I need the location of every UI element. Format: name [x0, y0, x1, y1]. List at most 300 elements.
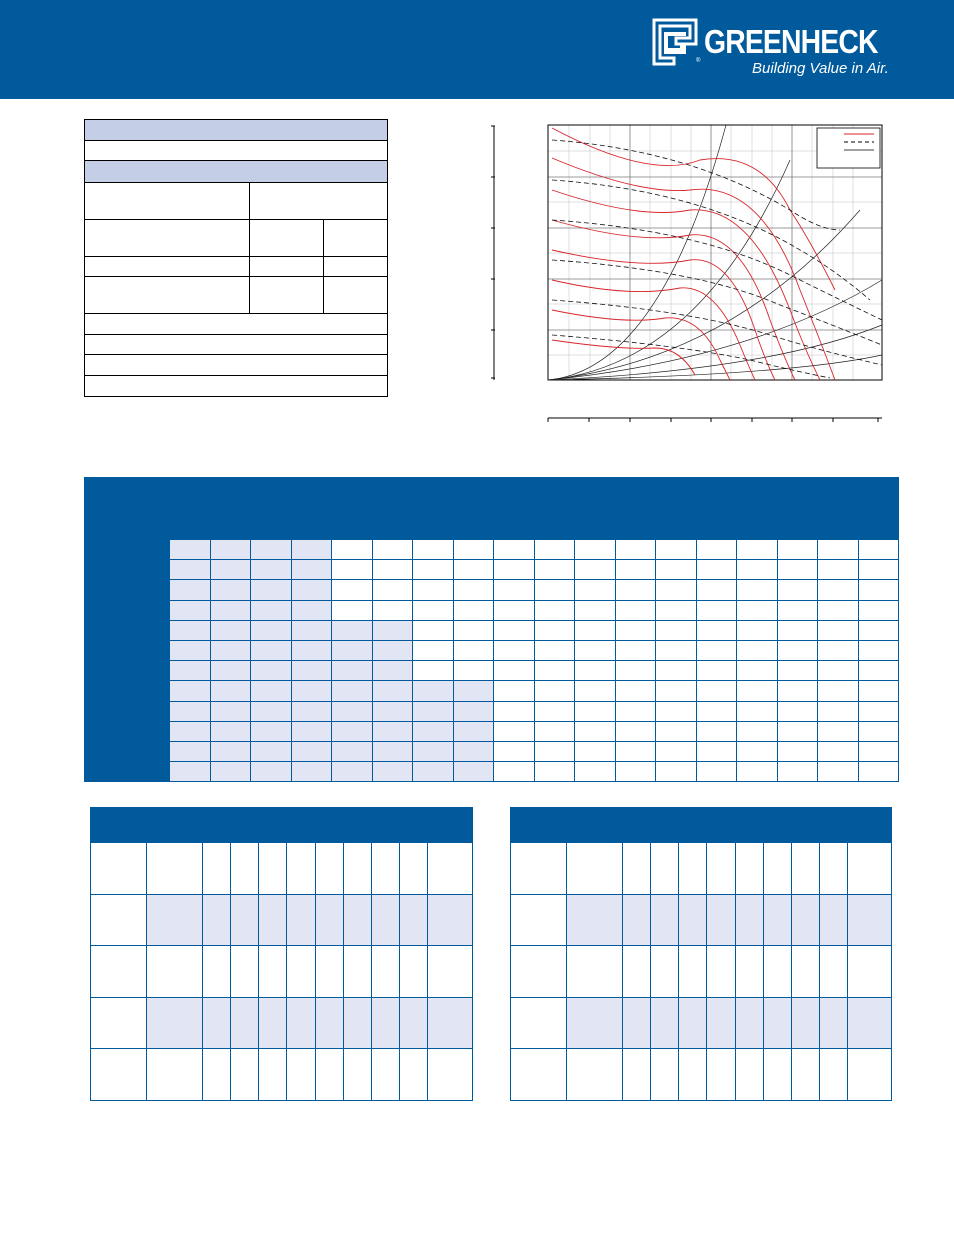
table-cell: [575, 762, 616, 782]
table-cell: [818, 560, 859, 580]
table-cell: [453, 560, 494, 580]
table-header-cell: [763, 825, 791, 843]
table-cell: [818, 721, 859, 741]
table-cell: [858, 620, 899, 640]
table-cell: [656, 540, 697, 560]
table-cell: [170, 620, 211, 640]
table-cell: [679, 894, 707, 946]
table-cell: [413, 701, 454, 721]
table-cell: [453, 640, 494, 660]
table-cell: [210, 762, 251, 782]
table-cell: [427, 1049, 472, 1101]
table-cell: [575, 540, 616, 560]
perf-header-cell: [737, 498, 818, 519]
table-cell: [847, 894, 891, 946]
table-cell: [291, 540, 332, 560]
table-cell: [737, 762, 778, 782]
table-cell: [777, 560, 818, 580]
table-cell: [651, 946, 679, 998]
table-cell: [818, 540, 859, 560]
table-cell: [332, 580, 373, 600]
table-header-cell: [651, 825, 679, 843]
table-cell: [147, 1049, 203, 1101]
table-cell: [858, 560, 899, 580]
table-cell: [615, 741, 656, 761]
table-cell: [575, 580, 616, 600]
table-cell: [615, 721, 656, 741]
table-cell: [656, 661, 697, 681]
row-header-cell: [85, 600, 128, 620]
table-cell: [656, 620, 697, 640]
table-cell: [696, 540, 737, 560]
table-cell: [259, 1049, 287, 1101]
table-row: [85, 741, 899, 761]
table-cell: [858, 580, 899, 600]
table-cell: [651, 1049, 679, 1101]
spec-row: [84, 354, 388, 376]
table-cell: [656, 681, 697, 701]
table-header-cell: [287, 825, 315, 843]
table-cell: [511, 843, 567, 895]
table-cell: [847, 843, 891, 895]
table-cell: [737, 600, 778, 620]
table-cell: [291, 762, 332, 782]
perf-header-cell: [210, 519, 251, 540]
table-cell: [91, 894, 147, 946]
table-cell: [511, 894, 567, 946]
table-row: [85, 681, 899, 701]
table-cell: [453, 721, 494, 741]
table-cell: [534, 681, 575, 701]
table-cell: [656, 762, 697, 782]
table-cell: [494, 721, 535, 741]
table-cell: [777, 721, 818, 741]
perf-header-cell: [494, 519, 535, 540]
table-cell: [231, 894, 259, 946]
perf-header-cell: [696, 519, 737, 540]
row-header-cell: [128, 580, 170, 600]
row-header-cell: [128, 762, 170, 782]
spec-value-cell: [323, 219, 388, 257]
table-cell: [494, 620, 535, 640]
table-cell: [413, 762, 454, 782]
table-row: [511, 843, 892, 895]
table-cell: [737, 701, 778, 721]
table-cell: [291, 580, 332, 600]
table-cell: [679, 1049, 707, 1101]
table-cell: [399, 946, 427, 998]
table-cell: [291, 640, 332, 660]
table-cell: [615, 661, 656, 681]
table-header-cell: [735, 825, 763, 843]
table-cell: [656, 741, 697, 761]
perf-header-cell: [128, 478, 170, 540]
table-cell: [567, 1049, 623, 1101]
table-cell: [231, 997, 259, 1049]
table-cell: [231, 1049, 259, 1101]
table-cell: [623, 894, 651, 946]
table-cell: [737, 681, 778, 701]
table-cell: [315, 946, 343, 998]
table-cell: [737, 661, 778, 681]
table-cell: [291, 681, 332, 701]
table-cell: [567, 843, 623, 895]
table-cell: [91, 843, 147, 895]
table-cell: [575, 600, 616, 620]
table-cell: [575, 741, 616, 761]
table-cell: [737, 620, 778, 640]
table-cell: [170, 741, 211, 761]
table-cell: [534, 580, 575, 600]
table-row: [85, 640, 899, 660]
table-cell: [251, 762, 292, 782]
table-header-cell: [147, 825, 203, 843]
brand-logo[interactable]: [646, 18, 906, 82]
table-cell: [371, 997, 399, 1049]
table-cell: [291, 560, 332, 580]
table-row: [85, 540, 899, 560]
table-cell: [679, 843, 707, 895]
row-header-cell: [85, 701, 128, 721]
brand-tagline: Building Value in Air.: [752, 60, 889, 77]
table-cell: [791, 1049, 819, 1101]
table-cell: [251, 741, 292, 761]
table-cell: [494, 762, 535, 782]
table-cell: [623, 946, 651, 998]
table-row: [85, 600, 899, 620]
table-header-cell: [623, 825, 651, 843]
spec-label-cell: [84, 256, 250, 277]
table-cell: [777, 661, 818, 681]
table-cell: [291, 620, 332, 640]
table-cell: [170, 640, 211, 660]
table-cell: [251, 681, 292, 701]
table-cell: [372, 681, 413, 701]
perf-header-cell: [291, 519, 332, 540]
table-header-cell: [231, 825, 259, 843]
table-cell: [696, 560, 737, 580]
table-cell: [494, 580, 535, 600]
table-cell: [707, 1049, 735, 1101]
greenheck-logo-icon: [646, 18, 701, 66]
table-cell: [251, 701, 292, 721]
table-cell: [737, 721, 778, 741]
table-cell: [453, 741, 494, 761]
table-cell: [819, 1049, 847, 1101]
table-cell: [413, 681, 454, 701]
table-cell: [372, 560, 413, 580]
table-cell: [847, 1049, 891, 1101]
table-cell: [413, 540, 454, 560]
table-title-row: [511, 808, 892, 825]
table-cell: [534, 560, 575, 580]
perf-header-row: [85, 478, 899, 498]
table-cell: [858, 681, 899, 701]
table-cell: [737, 580, 778, 600]
table-cell: [696, 620, 737, 640]
table-cell: [210, 640, 251, 660]
table-cell: [534, 721, 575, 741]
row-header-cell: [85, 661, 128, 681]
spec-label-cell: [84, 276, 250, 314]
table-cell: [170, 600, 211, 620]
table-cell: [679, 946, 707, 998]
table-cell: [203, 997, 231, 1049]
table-cell: [372, 762, 413, 782]
table-cell: [707, 894, 735, 946]
table-cell: [170, 701, 211, 721]
table-cell: [777, 580, 818, 600]
table-cell: [575, 640, 616, 660]
row-header-cell: [85, 762, 128, 782]
table-cell: [534, 600, 575, 620]
table-cell: [735, 946, 763, 998]
table-cell: [534, 640, 575, 660]
table-cell: [372, 741, 413, 761]
table-cell: [453, 600, 494, 620]
spec-row: [84, 334, 388, 355]
table-header-cell: [91, 825, 147, 843]
table-cell: [332, 640, 373, 660]
table-cell: [735, 843, 763, 895]
table-cell: [575, 620, 616, 640]
table-header-cell: [707, 825, 735, 843]
table-cell: [791, 843, 819, 895]
table-cell: [791, 997, 819, 1049]
table-cell: [656, 600, 697, 620]
table-cell: [343, 997, 371, 1049]
table-header-cell: [819, 825, 847, 843]
table-cell: [494, 560, 535, 580]
lower-right-table-body: [511, 808, 892, 1101]
table-cell: [332, 762, 373, 782]
table-cell: [656, 560, 697, 580]
table-row: [511, 997, 892, 1049]
registered-mark: ®: [696, 58, 701, 64]
table-cell: [371, 946, 399, 998]
table-cell: [231, 946, 259, 998]
table-header-row: [511, 825, 892, 843]
table-cell: [413, 600, 454, 620]
table-cell: [251, 540, 292, 560]
table-cell: [819, 843, 847, 895]
spec-header-1: [84, 119, 388, 141]
table-cell: [210, 580, 251, 600]
table-cell: [575, 681, 616, 701]
spec-row: [84, 375, 388, 397]
table-cell: [534, 661, 575, 681]
perf-header-cell: [170, 519, 211, 540]
table-cell: [777, 540, 818, 560]
perf-header-cell: [656, 519, 697, 540]
table-cell: [210, 741, 251, 761]
table-cell: [259, 946, 287, 998]
table-row: [511, 946, 892, 998]
table-cell: [494, 640, 535, 660]
table-cell: [615, 681, 656, 701]
table-cell: [259, 997, 287, 1049]
table-cell: [287, 946, 315, 998]
perf-header-cell: [575, 519, 616, 540]
table-cell: [707, 843, 735, 895]
table-row: [85, 560, 899, 580]
table-cell: [763, 1049, 791, 1101]
table-cell: [707, 946, 735, 998]
table-cell: [534, 540, 575, 560]
table-cell: [858, 741, 899, 761]
table-cell: [287, 843, 315, 895]
table-cell: [427, 843, 472, 895]
table-cell: [251, 620, 292, 640]
table-cell: [858, 721, 899, 741]
table-cell: [494, 701, 535, 721]
table-cell: [332, 741, 373, 761]
perf-header-cell: [85, 478, 128, 540]
table-cell: [696, 600, 737, 620]
table-row: [91, 1049, 473, 1101]
table-cell: [315, 894, 343, 946]
row-header-cell: [128, 721, 170, 741]
table-cell: [291, 721, 332, 741]
table-row: [85, 661, 899, 681]
table-row: [91, 843, 473, 895]
table-cell: [332, 681, 373, 701]
table-cell: [259, 843, 287, 895]
table-cell: [210, 661, 251, 681]
table-cell: [413, 640, 454, 660]
table-cell: [858, 661, 899, 681]
table-cell: [251, 580, 292, 600]
table-cell: [511, 946, 567, 998]
table-row: [91, 946, 473, 998]
table-cell: [287, 894, 315, 946]
table-cell: [615, 701, 656, 721]
table-cell: [170, 560, 211, 580]
table-cell: [858, 762, 899, 782]
perf-header-cell: [170, 498, 251, 519]
table-cell: [763, 997, 791, 1049]
table-cell: [413, 620, 454, 640]
lower-right-table: [510, 807, 892, 1101]
table-cell: [210, 620, 251, 640]
table-cell: [777, 640, 818, 660]
table-cell: [763, 894, 791, 946]
table-cell: [399, 997, 427, 1049]
table-cell: [291, 741, 332, 761]
row-header-cell: [85, 681, 128, 701]
table-cell: [453, 540, 494, 560]
table-cell: [494, 741, 535, 761]
row-header-cell: [85, 560, 128, 580]
table-cell: [147, 894, 203, 946]
table-cell: [399, 1049, 427, 1101]
perf-header-cell: [332, 519, 373, 540]
row-header-cell: [85, 580, 128, 600]
table-cell: [453, 661, 494, 681]
table-cell: [763, 843, 791, 895]
table-cell: [534, 620, 575, 640]
table-cell: [735, 997, 763, 1049]
table-cell: [511, 1049, 567, 1101]
table-cell: [259, 894, 287, 946]
table-cell: [818, 681, 859, 701]
table-cell: [737, 640, 778, 660]
lower-left-table-body: [91, 808, 473, 1101]
table-cell: [291, 661, 332, 681]
table-cell: [203, 843, 231, 895]
table-cell: [575, 701, 616, 721]
table-cell: [818, 600, 859, 620]
table-cell: [791, 946, 819, 998]
table-cell: [737, 741, 778, 761]
table-cell: [332, 721, 373, 741]
table-cell: [147, 843, 203, 895]
table-cell: [251, 721, 292, 741]
row-header-cell: [128, 620, 170, 640]
left-axis: [491, 126, 495, 380]
table-cell: [210, 701, 251, 721]
table-cell: [210, 681, 251, 701]
table-cell: [453, 681, 494, 701]
table-cell: [251, 560, 292, 580]
table-cell: [453, 701, 494, 721]
table-header-cell: [315, 825, 343, 843]
table-cell: [210, 560, 251, 580]
row-header-cell: [85, 721, 128, 741]
spec-value-cell: [249, 256, 324, 277]
table-cell: [777, 681, 818, 701]
table-cell: [371, 843, 399, 895]
table-cell: [575, 560, 616, 580]
spec-value-cell: [323, 276, 388, 314]
spec-table: [84, 119, 388, 397]
perf-header-cell: [413, 519, 454, 540]
table-cell: [170, 721, 211, 741]
perf-header-cell: [251, 498, 332, 519]
row-header-cell: [85, 640, 128, 660]
table-cell: [615, 762, 656, 782]
table-cell: [91, 946, 147, 998]
table-cell: [287, 997, 315, 1049]
table-cell: [372, 580, 413, 600]
row-header-cell: [128, 661, 170, 681]
table-cell: [343, 843, 371, 895]
row-header-cell: [128, 540, 170, 560]
table-cell: [777, 701, 818, 721]
perf-header-cell: [453, 519, 494, 540]
table-row: [91, 997, 473, 1049]
table-cell: [737, 560, 778, 580]
table-cell: [818, 580, 859, 600]
table-cell: [818, 661, 859, 681]
bottom-axis: [548, 418, 882, 422]
table-cell: [453, 580, 494, 600]
table-cell: [615, 640, 656, 660]
table-cell: [372, 600, 413, 620]
table-cell: [534, 762, 575, 782]
table-row: [85, 721, 899, 741]
table-cell: [372, 540, 413, 560]
brand-name: GREENHECK: [704, 23, 878, 60]
table-cell: [707, 997, 735, 1049]
table-cell: [147, 946, 203, 998]
perf-header-cell: [818, 498, 899, 519]
table-row: [85, 762, 899, 782]
table-cell: [651, 843, 679, 895]
table-cell: [858, 640, 899, 660]
row-header-cell: [128, 640, 170, 660]
table-cell: [91, 997, 147, 1049]
